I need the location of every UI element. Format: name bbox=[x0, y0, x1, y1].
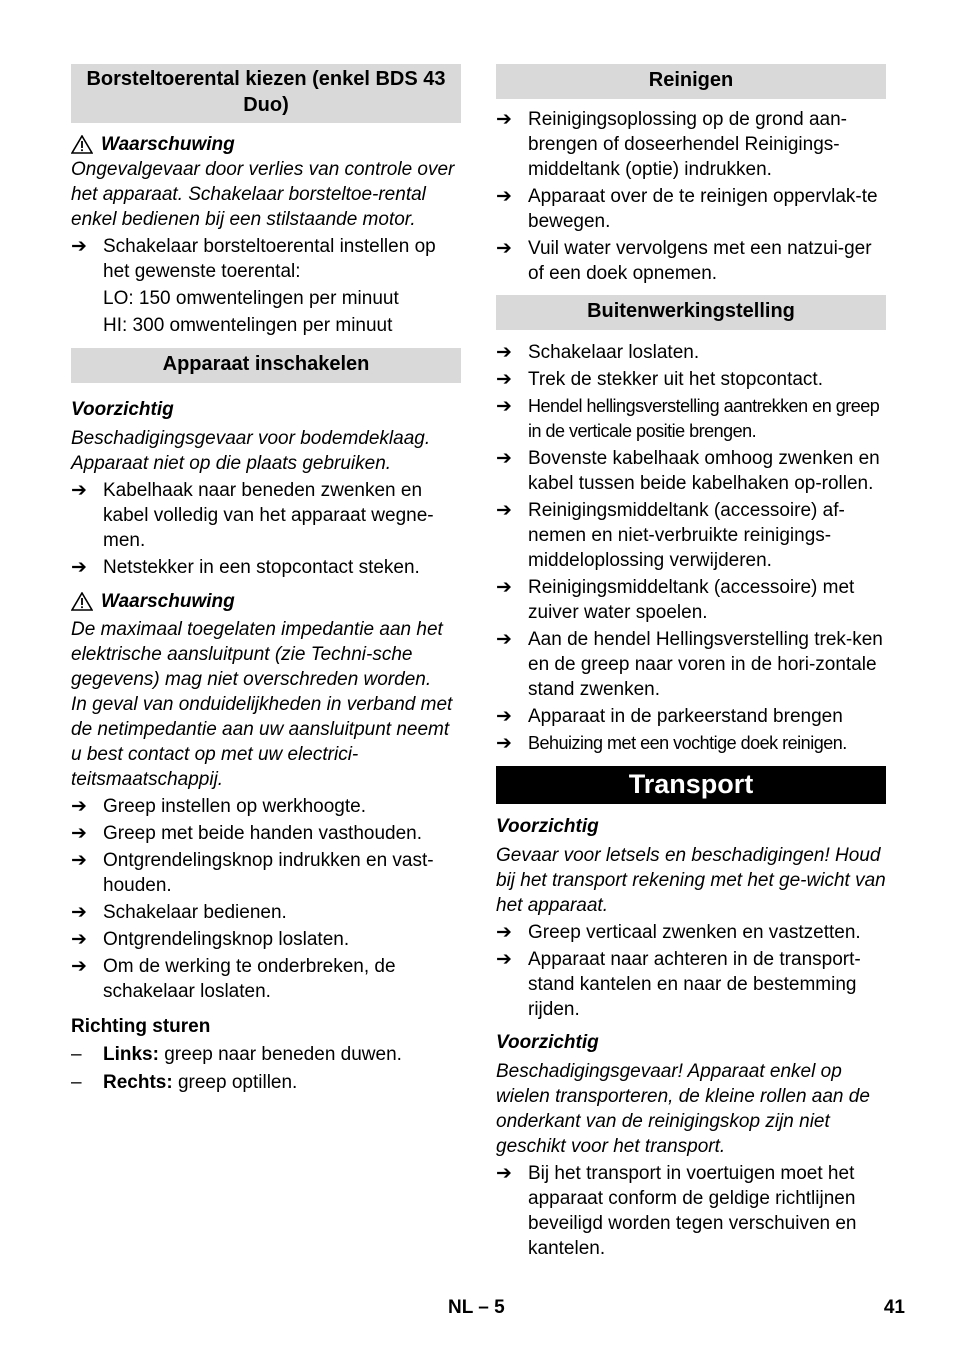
warning-1 bbox=[71, 132, 461, 157]
arrow-icon: ➔ bbox=[496, 922, 512, 943]
arrow-icon: ➔ bbox=[496, 448, 512, 469]
warning-triangle-icon bbox=[71, 592, 93, 611]
arrow-icon: ➔ bbox=[496, 733, 512, 754]
brush-speed-step: ➔ Schakelaar borsteltoerental instellen op het gewenste toerental: bbox=[71, 236, 436, 282]
warning-2-title: Waarschuwing bbox=[101, 591, 235, 612]
arrow-icon: ➔ bbox=[71, 796, 87, 817]
brush-speed-heading: Borsteltoerental kiezen (enkel BDS 43 Duo) bbox=[71, 64, 461, 123]
page-number: 41 bbox=[883, 1297, 905, 1318]
list-item: ➔ Greep instellen op werkhoogte. bbox=[71, 796, 366, 817]
list-item: – Links: greep naar beneden duwen. bbox=[71, 1044, 402, 1065]
arrow-icon: ➔ bbox=[496, 1163, 512, 1184]
warning-2 bbox=[71, 589, 461, 614]
left-column bbox=[71, 64, 461, 1095]
warning-triangle-icon bbox=[71, 135, 93, 154]
arrow-icon: ➔ bbox=[496, 186, 512, 207]
list-item: ➔ Apparaat in de parkeerstand brengen bbox=[496, 706, 843, 727]
list-item: ➔ Kabelhaak naar beneden zwenken en kabel volledig van het apparaat wegne-men. bbox=[71, 480, 434, 551]
list-item: ➔ Reinigingsoplossing op de grond aan-brengen of doseerhendel Reinigings-middeltank (optie) indrukken. bbox=[496, 109, 848, 180]
right-column bbox=[496, 64, 886, 1261]
arrow-icon: ➔ bbox=[71, 557, 87, 578]
arrow-icon: ➔ bbox=[496, 629, 512, 650]
warning-1-text: Ongevalgevaar door verlies van controle over het apparaat. Schakelaar borsteltoe-rental enkel bedienen bij een stilstaande motor. bbox=[71, 159, 455, 230]
list-item: ➔ Om de werking te onderbreken, de schakelaar loslaten. bbox=[71, 956, 396, 1002]
caution-1-text: Beschadigingsgevaar voor bodemdeklaag. Apparaat niet op die plaats gebruiken. bbox=[71, 428, 431, 474]
list-item: ➔ Greep verticaal zwenken en vastzetten. bbox=[496, 922, 861, 943]
decommission-heading: Buitenwerkingstelling bbox=[496, 295, 886, 330]
arrow-icon: ➔ bbox=[496, 706, 512, 727]
list-item: ➔ Ontgrendelingsknop indrukken en vast-houden. bbox=[71, 850, 434, 896]
list-item: ➔ Apparaat naar achteren in de transport-stand kantelen en naar de bestemming rijden. bbox=[496, 949, 861, 1020]
list-item: ➔ Greep met beide handen vasthouden. bbox=[71, 823, 423, 844]
list-item: ➔ Bij het transport in voertuigen moet het apparaat conform de geldige richtlijnen beveiligd worden tegen verschuiven en kantelen. bbox=[496, 1163, 857, 1259]
list-item: ➔ Reinigingsmiddeltank (accessoire) af-nemen en niet-verbruikte reinigings-middeloplossing verwijderen. bbox=[496, 500, 845, 571]
arrow-icon: ➔ bbox=[496, 109, 512, 130]
list-item: ➔ Aan de hendel Hellingsverstelling trek-ken en de greep naar voren in de hori-zontale stand zwenken. bbox=[496, 629, 883, 700]
switch-on-heading: Apparaat inschakelen bbox=[71, 348, 461, 383]
list-item: – Rechts: greep optillen. bbox=[71, 1072, 298, 1093]
arrow-icon: ➔ bbox=[71, 929, 87, 950]
arrow-icon: ➔ bbox=[71, 480, 87, 501]
list-item: ➔ Behuizing met een vochtige doek reinigen. bbox=[496, 733, 847, 754]
list-item: ➔ Apparaat over de te reinigen oppervlak-te bewegen. bbox=[496, 186, 878, 232]
arrow-icon: ➔ bbox=[496, 342, 512, 363]
caution-3-title: Voorzichtig bbox=[496, 1032, 599, 1053]
list-item: ➔ Vuil water vervolgens met een natzui-ger of een doek opnemen. bbox=[496, 238, 872, 284]
arrow-icon: ➔ bbox=[496, 369, 512, 390]
arrow-icon: ➔ bbox=[71, 236, 87, 257]
warning-2-text-1: De maximaal toegelaten impedantie aan het elektrische aansluitpunt (zie Techni-sche gegevens) mag niet overschreden worden. bbox=[71, 619, 443, 690]
list-item: ➔ Netstekker in een stopcontact steken. bbox=[71, 557, 420, 578]
speed-lo: LO: 150 omwentelingen per minuut bbox=[103, 288, 399, 309]
list-item: ➔ Ontgrendelingsknop loslaten. bbox=[71, 929, 350, 950]
arrow-icon: ➔ bbox=[496, 949, 512, 970]
arrow-icon: ➔ bbox=[71, 850, 87, 871]
caution-1-title: Voorzichtig bbox=[71, 399, 174, 420]
steering-title: Richting sturen bbox=[71, 1016, 211, 1037]
caution-2-title: Voorzichtig bbox=[496, 816, 599, 837]
list-item: ➔ Trek de stekker uit het stopcontact. bbox=[496, 369, 823, 390]
caution-2-text: Gevaar voor letsels en beschadigingen! Houd bij het transport rekening met het ge-wicht van het apparaat. bbox=[496, 845, 886, 916]
arrow-icon: ➔ bbox=[71, 956, 87, 977]
list-item: ➔ Hendel hellingsverstelling aantrekken en greep in de verticale positie brengen. bbox=[496, 394, 886, 444]
cleaning-heading: Reinigen bbox=[496, 64, 886, 99]
warning-1-title: Waarschuwing bbox=[101, 134, 235, 155]
list-item: ➔ Bovenste kabelhaak omhoog zwenken en kabel tussen beide kabelhaken op-rollen. bbox=[496, 448, 880, 494]
arrow-icon: ➔ bbox=[71, 823, 87, 844]
arrow-icon: ➔ bbox=[496, 238, 512, 259]
list-item: ➔ Schakelaar bedienen. bbox=[71, 902, 287, 923]
warning-2-text-2: In geval van onduidelijkheden in verband met de netimpedantie aan uw aansluitpunt neemt u best contact op met uw electrici-teitsmaatschappij. bbox=[71, 694, 453, 790]
list-item: ➔ Reinigingsmiddeltank (accessoire) met zuiver water spoelen. bbox=[496, 577, 855, 623]
arrow-icon: ➔ bbox=[71, 902, 87, 923]
transport-heading: Transport bbox=[496, 766, 886, 804]
list-item: ➔ Schakelaar loslaten. bbox=[496, 342, 700, 363]
caution-3-text: Beschadigingsgevaar! Apparaat enkel op wielen transporteren, de kleine rollen aan de onderkant van de reinigingskop zijn niet geschikt voor het transport. bbox=[496, 1061, 870, 1157]
footer-section-label: NL – 5 bbox=[448, 1297, 505, 1318]
arrow-icon: ➔ bbox=[496, 577, 512, 598]
arrow-icon: ➔ bbox=[496, 500, 512, 521]
arrow-icon: ➔ bbox=[496, 396, 512, 417]
speed-hi: HI: 300 omwentelingen per minuut bbox=[103, 315, 393, 336]
